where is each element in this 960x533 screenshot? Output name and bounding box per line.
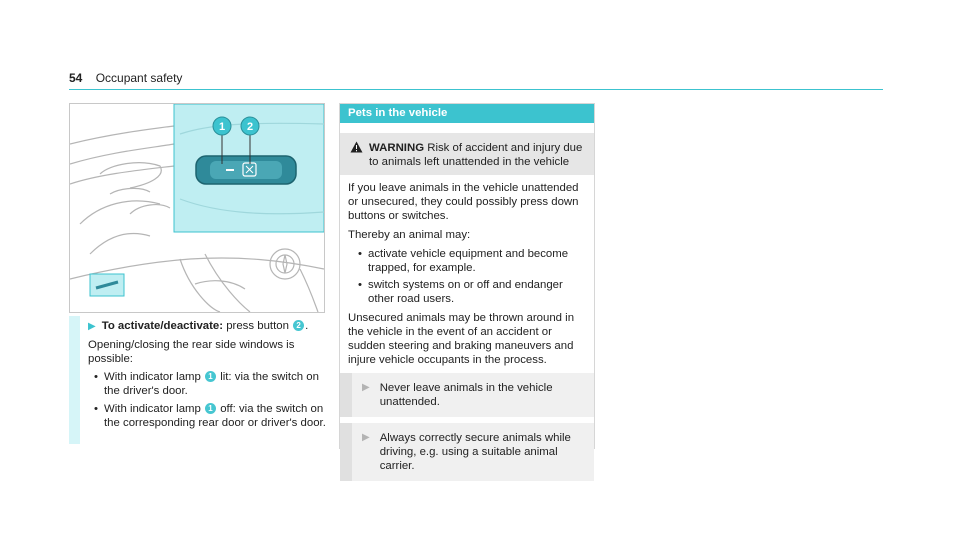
- action-item: ▶ Always correctly secure animals while driving, e.g. using a suitable animal carrier.: [340, 423, 594, 481]
- section-title: Pets in the vehicle: [340, 104, 594, 123]
- header-divider: [69, 89, 883, 90]
- callout-2: 2: [246, 121, 254, 133]
- paragraph: Unsecured animals may be thrown around in the vehicle in the event of an accident or sudden steering and braking maneuvers and injure vehicle occupants in the process.: [348, 312, 575, 366]
- paragraph: If you leave animals in the vehicle unattended or unsecured, they could possibly press down buttons or switches.: [348, 182, 579, 222]
- callout-1: 1: [218, 121, 226, 133]
- action-item: ▶ Never leave animals in the vehicle unattended.: [340, 373, 594, 417]
- hazard-list: [348, 247, 586, 306]
- door-switch-illustration: [69, 103, 325, 313]
- warning-triangle-icon: [350, 141, 364, 169]
- page-number: 54: [69, 71, 83, 85]
- action-arrow-icon: ▶: [88, 321, 96, 332]
- page-header: [69, 71, 182, 85]
- badge-1: 1: [205, 403, 216, 414]
- steps-list: [88, 370, 328, 430]
- action-arrow-icon: ▶: [362, 382, 370, 393]
- paragraph: Thereby an animal may:: [348, 229, 471, 241]
- warning-box: [340, 133, 594, 175]
- list-item: • With indicator lamp 1 lit: via the switch on the driver's door.: [104, 370, 328, 398]
- steps-sidebar: [69, 316, 80, 444]
- section-body: [340, 175, 594, 481]
- steps-paragraph: Opening/closing the rear side windows is possible:: [88, 339, 295, 365]
- badge-2: 2: [293, 320, 304, 331]
- warning-label: WARNING: [369, 142, 425, 154]
- list-item: • activate vehicle equipment and become trapped, for example.: [368, 247, 586, 275]
- list-item: • switch systems on or off and endanger other road users.: [368, 278, 586, 306]
- activation-instruction: ▶ To activate/deactivate: press button 2 .: [88, 320, 309, 332]
- badge-1: 1: [205, 371, 216, 382]
- pets-section: [339, 103, 595, 472]
- activation-steps: [88, 319, 328, 434]
- list-item: • With indicator lamp 1 off: via the switch on the corresponding rear door or driver's door.: [104, 402, 328, 430]
- page-title: Occupant safety: [95, 71, 183, 85]
- warning-text: Risk of accident and injury due to animals left unattended in the vehicle: [369, 142, 583, 168]
- action-arrow-icon: ▶: [362, 432, 370, 443]
